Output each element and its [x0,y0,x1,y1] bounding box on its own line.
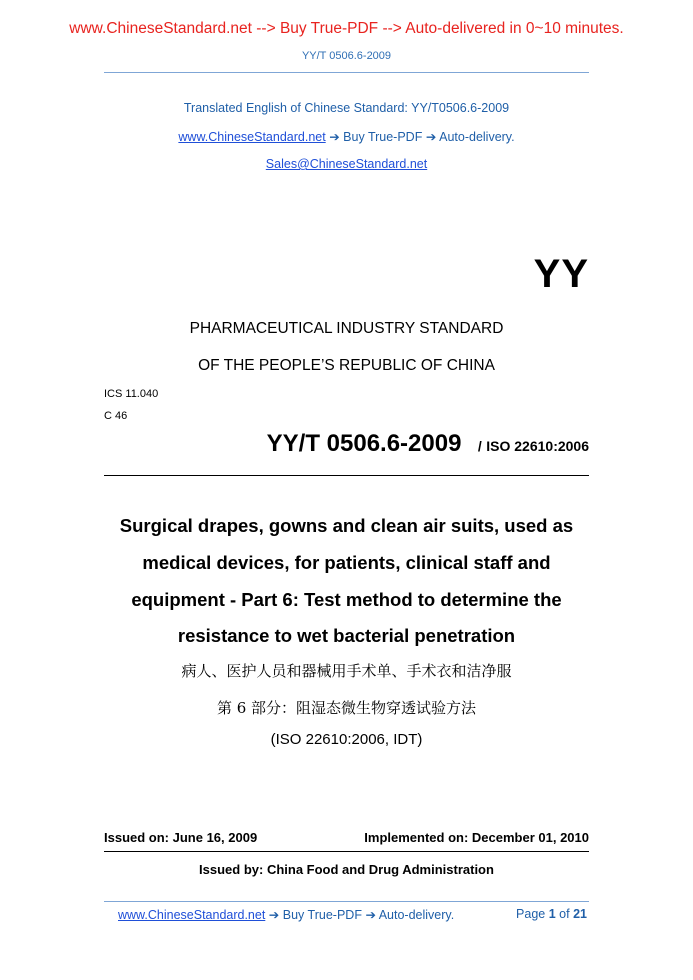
auto-delivery-text: Auto-delivery. [439,130,515,144]
page-of: of [559,907,570,921]
promo-banner[interactable]: www.ChineseStandard.net --> Buy True-PDF --> Auto-delivered in 0~10 minutes. [69,20,624,37]
title-line-1: Surgical drapes, gowns and clean air suits, used as [119,515,574,536]
ics-code: ICS 11.040 [104,388,159,400]
dates-rule [104,851,589,852]
title-line-2: medical devices, for patients, clinical staff and [142,552,551,573]
buy-pdf-text: Buy True-PDF [343,130,423,144]
translation-links [0,129,693,144]
industry-line-2: OF THE PEOPLE’S REPUBLIC OF CHINA [198,357,495,374]
industry-line-1: PHARMACEUTICAL INDUSTRY STANDARD [189,320,504,337]
email-link[interactable]: Sales@ChineseStandard.net [265,157,428,171]
arrow-icon: ➔ [425,130,437,144]
page-total: 21 [573,907,587,921]
arrow-icon: ➔ [268,908,280,922]
chinese-title-line-2: 第 6 部分：阻湿态微生物穿透试验方法 [216,699,477,717]
page-label: Page [516,907,546,921]
running-header-code: YY/T 0506.6-2009 [301,50,392,62]
footer-site-link[interactable]: www.ChineseStandard.net [118,908,266,922]
translation-note: Translated English of Chinese Standard: YY/T0506.6-2009 [183,101,510,115]
footer-links [118,907,454,922]
adoption-note: (ISO 22610:2006, IDT) [270,731,423,748]
page-indicator [516,907,587,921]
arrow-icon: ➔ [329,130,340,144]
footer-buy-text: Buy True-PDF [282,908,362,922]
title-rule [104,475,589,476]
footer-rule [104,901,589,902]
page-current: 1 [548,907,556,921]
standard-number: YY/T 0506.6-2009 [266,430,462,457]
ccs-code: C 46 [104,410,128,422]
standard-number-line [267,430,589,458]
footer-delivery-text: Auto-delivery. [378,908,455,922]
implemented-date: Implemented on: December 01, 2010 [364,830,589,845]
iso-reference: ISO 22610:2006 [486,438,589,454]
arrow-icon: ➔ [365,908,376,922]
chinese-title-line-1: 病人、医护人员和器械用手术单、手术衣和洁净服 [181,662,512,680]
standard-mark: YY [533,252,589,296]
issuing-authority: Issued by: China Food and Drug Administration [199,862,494,877]
separator: / [477,438,482,454]
title-line-3: equipment - Part 6: Test method to determine the [131,589,562,610]
header-rule [104,72,589,73]
email-line [0,157,693,171]
title-line-4: resistance to wet bacterial penetration [177,625,516,646]
site-link[interactable]: www.ChineseStandard.net [178,130,326,144]
issued-date: Issued on: June 16, 2009 [104,830,258,845]
